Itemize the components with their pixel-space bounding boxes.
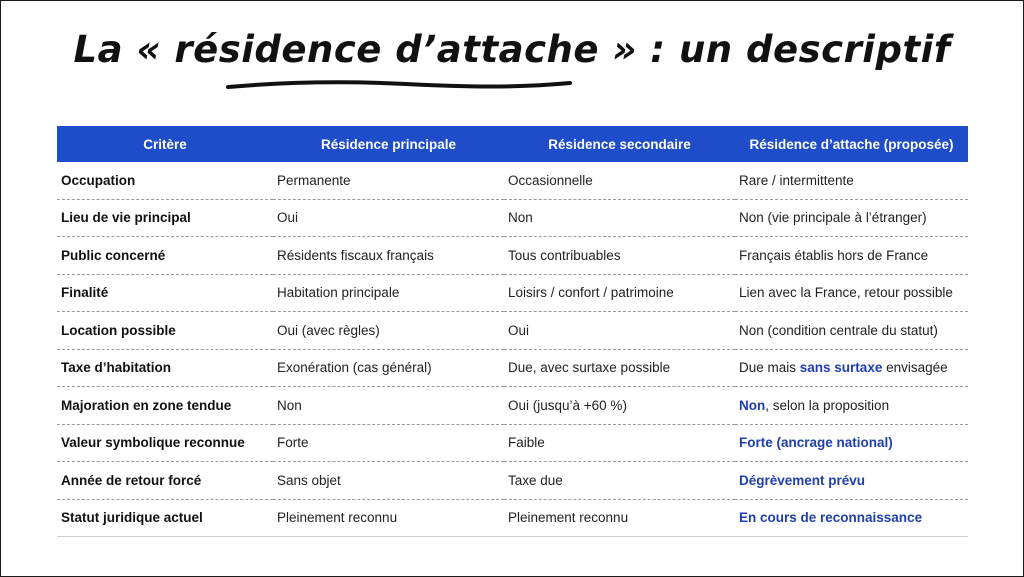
title-underline-stroke bbox=[226, 78, 572, 92]
cell-principale: Oui bbox=[273, 199, 504, 237]
cell-secondaire: Taxe due bbox=[504, 462, 735, 500]
comparison-table bbox=[57, 126, 968, 537]
cell-secondaire: Faible bbox=[504, 424, 735, 462]
cell-attache-highlight: Dégrèvement prévu bbox=[739, 472, 866, 488]
cell-attache-highlight: sans surtaxe bbox=[799, 360, 883, 376]
cell-critere: Location possible bbox=[57, 312, 273, 350]
cell-attache bbox=[735, 349, 968, 387]
cell-attache: Lien avec la France, retour possible bbox=[735, 274, 968, 312]
cell-principale: Habitation principale bbox=[273, 274, 504, 312]
cell-principale: Non bbox=[273, 387, 504, 425]
cell-principale: Résidents fiscaux français bbox=[273, 237, 504, 275]
cell-attache-text: Due mais bbox=[739, 360, 800, 376]
slide-title: La « résidence d’attache » : un descriptif bbox=[73, 28, 951, 71]
table-row bbox=[57, 499, 968, 537]
table-row bbox=[57, 274, 968, 312]
cell-principale: Pleinement reconnu bbox=[273, 499, 504, 537]
table-header-row bbox=[57, 126, 968, 162]
cell-secondaire: Non bbox=[504, 199, 735, 237]
cell-principale: Sans objet bbox=[273, 462, 504, 500]
table-row bbox=[57, 237, 968, 275]
cell-attache bbox=[735, 499, 968, 537]
cell-critere: Année de retour forcé bbox=[57, 462, 273, 500]
header-critere: Critère bbox=[57, 126, 273, 162]
cell-attache: Non (condition centrale du statut) bbox=[735, 312, 968, 350]
cell-secondaire: Occasionnelle bbox=[504, 162, 735, 199]
cell-principale: Oui (avec règles) bbox=[273, 312, 504, 350]
cell-critere: Finalité bbox=[57, 274, 273, 312]
table-row bbox=[57, 199, 968, 237]
cell-attache-text: , selon la proposition bbox=[765, 397, 890, 413]
cell-secondaire: Oui (jusqu’à +60 %) bbox=[504, 387, 735, 425]
cell-secondaire: Due, avec surtaxe possible bbox=[504, 349, 735, 387]
cell-critere: Occupation bbox=[57, 162, 273, 199]
header-residence-secondaire: Résidence secondaire bbox=[504, 126, 735, 162]
table-row bbox=[57, 312, 968, 350]
cell-attache-highlight: En cours de reconnaissance bbox=[739, 510, 923, 526]
cell-attache: Français établis hors de France bbox=[735, 237, 968, 275]
cell-principale: Permanente bbox=[273, 162, 504, 199]
cell-attache-text: envisagée bbox=[882, 360, 948, 376]
table-row bbox=[57, 424, 968, 462]
cell-critere: Lieu de vie principal bbox=[57, 199, 273, 237]
table-row bbox=[57, 349, 968, 387]
cell-attache bbox=[735, 462, 968, 500]
cell-secondaire: Oui bbox=[504, 312, 735, 350]
cell-critere: Majoration en zone tendue bbox=[57, 387, 273, 425]
cell-principale: Forte bbox=[273, 424, 504, 462]
cell-secondaire: Tous contribuables bbox=[504, 237, 735, 275]
cell-secondaire: Loisirs / confort / patrimoine bbox=[504, 274, 735, 312]
cell-attache: Rare / intermittente bbox=[735, 162, 968, 199]
cell-critere: Public concerné bbox=[57, 237, 273, 275]
cell-attache bbox=[735, 424, 968, 462]
cell-attache-highlight: Non bbox=[739, 397, 766, 413]
cell-critere: Valeur symbolique reconnue bbox=[57, 424, 273, 462]
table-row bbox=[57, 162, 968, 199]
cell-attache: Non (vie principale à l’étranger) bbox=[735, 199, 968, 237]
header-residence-attache: Résidence d’attache (proposée) bbox=[735, 126, 968, 162]
header-residence-principale: Résidence principale bbox=[273, 126, 504, 162]
table-row bbox=[57, 462, 968, 500]
cell-critere: Statut juridique actuel bbox=[57, 499, 273, 537]
table-row bbox=[57, 387, 968, 425]
cell-principale: Exonération (cas général) bbox=[273, 349, 504, 387]
cell-attache bbox=[735, 387, 968, 425]
cell-secondaire: Pleinement reconnu bbox=[504, 499, 735, 537]
cell-attache-highlight: Forte (ancrage national) bbox=[739, 435, 893, 451]
cell-critere: Taxe d’habitation bbox=[57, 349, 273, 387]
